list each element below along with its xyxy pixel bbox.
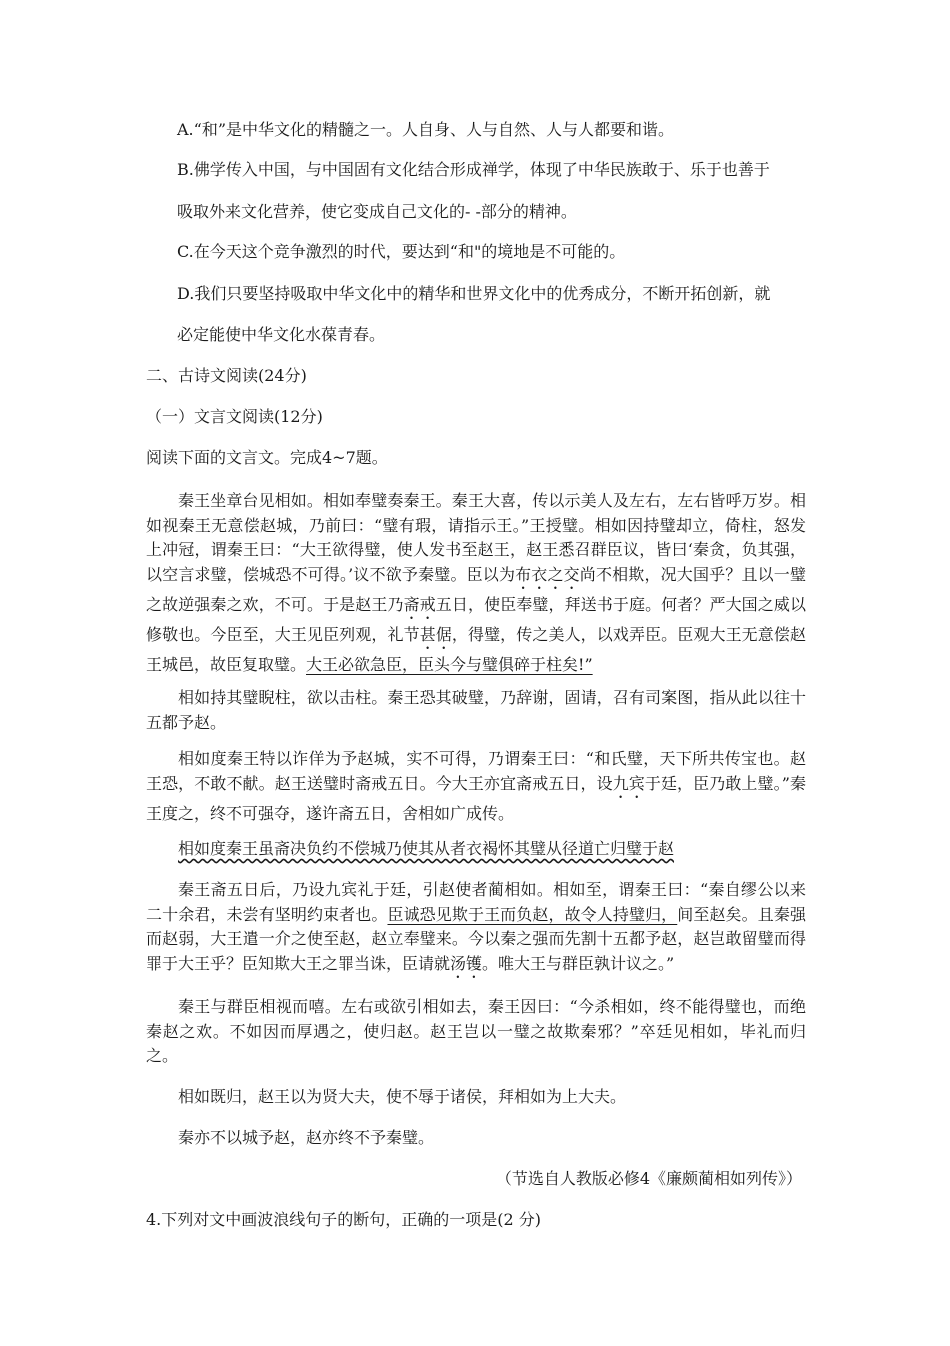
wavy-underlined-sentence: 相如度秦王虽斋决负约不偿城乃使其从者衣褐怀其璧从径道亡归璧于赵: [178, 839, 675, 858]
option-d-line1: D.我们只要坚持吸取中华文化中的精华和世界文化中的优秀成分，不断开拓创新，就: [177, 284, 771, 303]
passage-paragraph-1: 秦王坐章台见相如。相如奉璧奏秦王。秦王大喜，传以示美人及左右，左右皆呼万岁。相如视秦王无意偿赵城，乃前曰：“璧有瑕，请指示王。”王授璧。相如因持璧却立，倚柱，怒发上冲冠，谓秦王曰：“大王欲得璧，使人发书至赵王，赵王悉召群臣议，皆曰‘秦贪，负其强，以空言求璧，偿城恐不可得。’议不欲予秦璧。臣以为布衣之交尚不相欺，况大国乎？且以一璧之故逆强秦之欢，不可。于是赵王乃斋戒五日，使臣奉璧，拜送书于庭。何者？严大国之威以修敬也。今臣至，大王见臣列观，礼节甚倨，得璧，传之美人，以戏弄臣。臣观大王无意偿赵王城邑，故臣复取璧。大王必欲急臣，臣头今与璧俱碎于柱矣!”: [146, 491, 806, 674]
source-citation: （节选自人教版必修4《廉颇蔺相如列传》）: [495, 1169, 802, 1188]
passage-paragraph-2: 相如持其璧睨柱，欲以击柱。秦王恐其破璧，乃辞谢，固请，召有司案图，指从此以往十五都予赵。: [146, 688, 806, 732]
dotted-term: 甚倨: [419, 624, 452, 644]
option-d-line2: 必定能使中华文化水葆青春。: [177, 325, 386, 344]
passage-paragraph-6: 相如既归，赵王以为贤大夫，使不辱于诸侯，拜相如为上大夫。: [178, 1087, 627, 1106]
subsection-title: （一）文言文阅读(12分): [146, 407, 323, 426]
passage-paragraph-5: 秦王与群臣相视而嘻。左右或欲引相如去，秦王因曰：“今杀相如，终不能得璧也，而绝秦赵之欢。不如因而厚遇之，使归赵。赵王岂以一璧之故欺秦邪？”卒廷见相如，毕礼而归之。: [146, 997, 806, 1065]
dotted-term: 九宾: [612, 773, 645, 793]
question-4: 4.下列对文中画波浪线句子的断句，正确的一项是(2 分): [146, 1210, 542, 1229]
passage-paragraph-7: 秦亦不以城予赵，赵亦终不予秦璧。: [178, 1128, 435, 1147]
option-b-line2: 吸取外来文化营养，使它变成自己文化的- -部分的精神。: [177, 202, 577, 221]
section-title: 二、古诗文阅读(24分): [146, 366, 307, 385]
option-a: A.“和”是中华文化的精髓之一。人自身、人与自然、人与人都要和谐。: [177, 120, 675, 139]
underlined-sentence: 臣诚恐见欺于王而负赵，故令人持璧归，: [387, 904, 678, 924]
dotted-term: 斋戒: [403, 594, 436, 614]
option-c: C.在今天这个竞争激烈的时代，要达到“和"的境地是不可能的。: [177, 242, 626, 261]
dotted-term: 布衣之交: [515, 564, 580, 584]
reading-instruction: 阅读下面的文言文。完成4~7题。: [146, 448, 388, 467]
option-b-line1: B.佛学传入中国，与中国固有文化结合形成禅学，体现了中华民族敢于、乐于也善于: [177, 160, 770, 179]
passage-paragraph-3: 相如度秦王特以诈佯为予赵城，实不可得，乃谓秦王曰：“和氏璧，天下所共传宝也。赵王恐，不敢不献。赵王送璧时斋戒五日。今大王亦宜斋戒五日，设九宾于廷，臣乃敢上璧。”秦王度之，终不可强夺，遂许斋五日，舍相如广成传。: [146, 749, 806, 823]
dotted-term: 汤镬: [450, 953, 483, 973]
underlined-sentence: 大王必欲急臣，臣头今与璧俱碎于柱矣!”: [306, 654, 593, 674]
passage-paragraph-4: 秦王斋五日后，乃设九宾礼于廷，引赵使者蔺相如。相如至，谓秦王曰：“秦自缪公以来二十余君，未尝有坚明约束者也。臣诚恐见欺于王而负赵，故令人持璧归，间至赵矣。且秦强而赵弱，大王遣一介之使至赵，赵立奉璧来。今以秦之强而先割十五都予赵，赵岂敢留璧而得罪于大王乎？臣知欺大王之罪当诛，臣请就汤镬。唯大王与群臣孰计议之。”: [146, 880, 806, 973]
